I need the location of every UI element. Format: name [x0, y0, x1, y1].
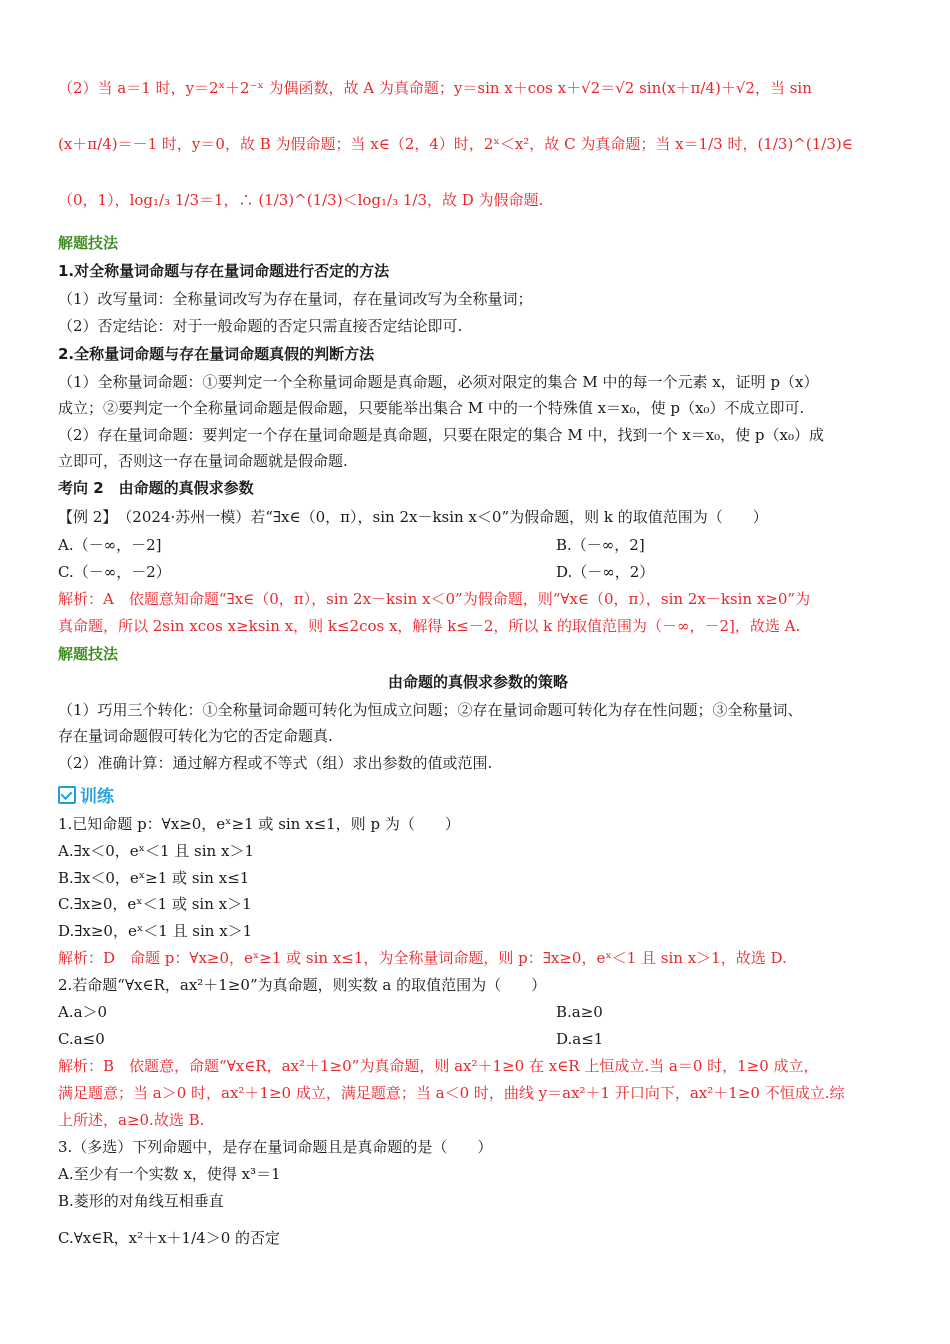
method-heading: 解题技法	[58, 234, 119, 252]
question-3: 3.（多选）下列命题中，是存在量词命题且是真命题的是（ ）	[58, 1138, 493, 1156]
strategy-title: 由命题的真假求参数的策略	[387, 673, 568, 691]
q2-solution: 上所述，a≥0.故选 B.	[58, 1111, 205, 1129]
q3-option-a: A.至少有一个实数 x，使得 x³＝1	[58, 1165, 281, 1183]
q1-option-d: D.∃x≥0，eˣ＜1 且 sin x＞1	[58, 922, 253, 940]
strategy-text: （2）准确计算：通过解方程或不等式（组）求出参数的值或范围.	[58, 754, 493, 772]
method-text: （1）改写量词：全称量词改写为存在量词，存在量词改写为全称量词；	[58, 290, 533, 308]
example-solution: 解析：A 依题意知命题“∃x∈（0，π），sin 2x－ksin x＜0”为假命题，则“∀x∈（0，π），sin 2x－ksin x≥0”为	[58, 590, 811, 608]
method-title-2: 2.全称量词命题与存在量词命题真假的判断方法	[58, 345, 375, 363]
question-2: 2.若命题“∀x∈R，ax²＋1≥0”为真命题，则实数 a 的取值范围为（ ）	[58, 976, 547, 994]
method-title-1: 1.对全称量词命题与存在量词命题进行否定的方法	[58, 262, 390, 280]
solution-line-3: （0，1），log₁/₃ 1/3＝1，∴ (1/3)^(1/3)＜log₁/₃ 1/3，故 D 为假命题.	[58, 191, 544, 209]
method-text: 立即可，否则这一存在量词命题就是假命题.	[58, 452, 348, 470]
q1-option-c: C.∃x≥0，eˣ＜1 或 sin x＞1	[58, 895, 252, 913]
q2-option-d: D.a≤1	[556, 1030, 604, 1048]
question-1: 1.已知命题 p：∀x≥0，eˣ≥1 或 sin x≤1，则 p 为（ ）	[58, 815, 460, 833]
q2-option-b: B.a≥0	[556, 1003, 603, 1021]
q2-solution: 解析：B 依题意，命题“∀x∈R，ax²＋1≥0”为真命题，则 ax²＋1≥0 在 x∈R 上恒成立.当 a＝0 时，1≥0 成立，	[58, 1057, 819, 1075]
q1-option-b: B.∃x＜0，eˣ≥1 或 sin x≤1	[58, 869, 250, 887]
strategy-text: （1）巧用三个转化：①全称量词命题可转化为恒成立问题；②存在量词命题可转化为存在性问题；③全称量词、	[58, 701, 803, 719]
q1-solution: 解析：D 命题 p：∀x≥0，eˣ≥1 或 sin x≤1，为全称量词命题，则 p：∃x≥0，eˣ＜1 且 sin x＞1，故选 D.	[58, 949, 787, 967]
q2-option-a: A.a＞0	[58, 1003, 108, 1021]
method-text: （2）存在量词命题：要判定一个存在量词命题是真命题，只要在限定的集合 M 中，找到一个 x＝x₀，使 p（x₀）成	[58, 426, 824, 444]
q3-option-c: C.∀x∈R，x²＋x＋1/4＞0 的否定	[58, 1229, 281, 1247]
method-text: （2）否定结论：对于一般命题的否定只需直接否定结论即可.	[58, 317, 463, 335]
option-d: D.（－∞，2）	[556, 563, 655, 581]
option-c: C.（－∞，－2）	[58, 563, 171, 581]
solution-line-1: （2）当 a＝1 时，y＝2ˣ＋2⁻ˣ 为偶函数，故 A 为真命题；y＝sin x＋cos x＋√2＝√2 sin(x＋π/4)＋√2，当 sin	[58, 79, 812, 97]
strategy-text: 存在量词命题假可转化为它的否定命题真.	[58, 727, 333, 745]
option-b: B.（－∞，2]	[556, 536, 645, 554]
method-heading: 解题技法	[58, 645, 119, 663]
q2-solution: 满足题意；当 a＞0 时，ax²＋1≥0 成立，满足题意；当 a＜0 时，曲线 y＝ax²＋1 开口向下，ax²＋1≥0 不恒成立.综	[58, 1084, 845, 1102]
q1-option-a: A.∃x＜0，eˣ＜1 且 sin x＞1	[58, 842, 254, 860]
method-text: 成立；②要判定一个全称量词命题是假命题，只要能举出集合 M 中的一个特殊值 x＝x₀，使 p（x₀）不成立即可.	[58, 399, 805, 417]
training-heading	[58, 786, 898, 807]
option-a: A.（－∞，－2]	[58, 536, 162, 554]
training-icon	[58, 786, 76, 804]
training-label: 训练	[80, 787, 114, 807]
section-title: 考向 2 由命题的真假求参数	[58, 479, 254, 497]
example-solution: 真命题，所以 2sin xcos x≥ksin x，则 k≤2cos x，解得 k≤－2，所以 k 的取值范围为（－∞，－2]，故选 A.	[58, 617, 801, 635]
method-text: （1）全称量词命题：①要判定一个全称量词命题是真命题，必须对限定的集合 M 中的每一个元素 x，证明 p（x）	[58, 373, 819, 391]
q2-option-c: C.a≤0	[58, 1030, 105, 1048]
solution-line-2: (x＋π/4)＝－1 时，y＝0，故 B 为假命题；当 x∈（2，4）时，2ˣ＜x²，故 C 为真命题；当 x＝1/3 时，(1/3)^(1/3)∈	[58, 135, 853, 153]
q3-option-b: B.菱形的对角线互相垂直	[58, 1192, 224, 1210]
example-question: 【例 2】 （2024·苏州一模）若“∃x∈（0，π），sin 2x－ksin x＜0”为假命题，则 k 的取值范围为（ ）	[58, 508, 768, 526]
